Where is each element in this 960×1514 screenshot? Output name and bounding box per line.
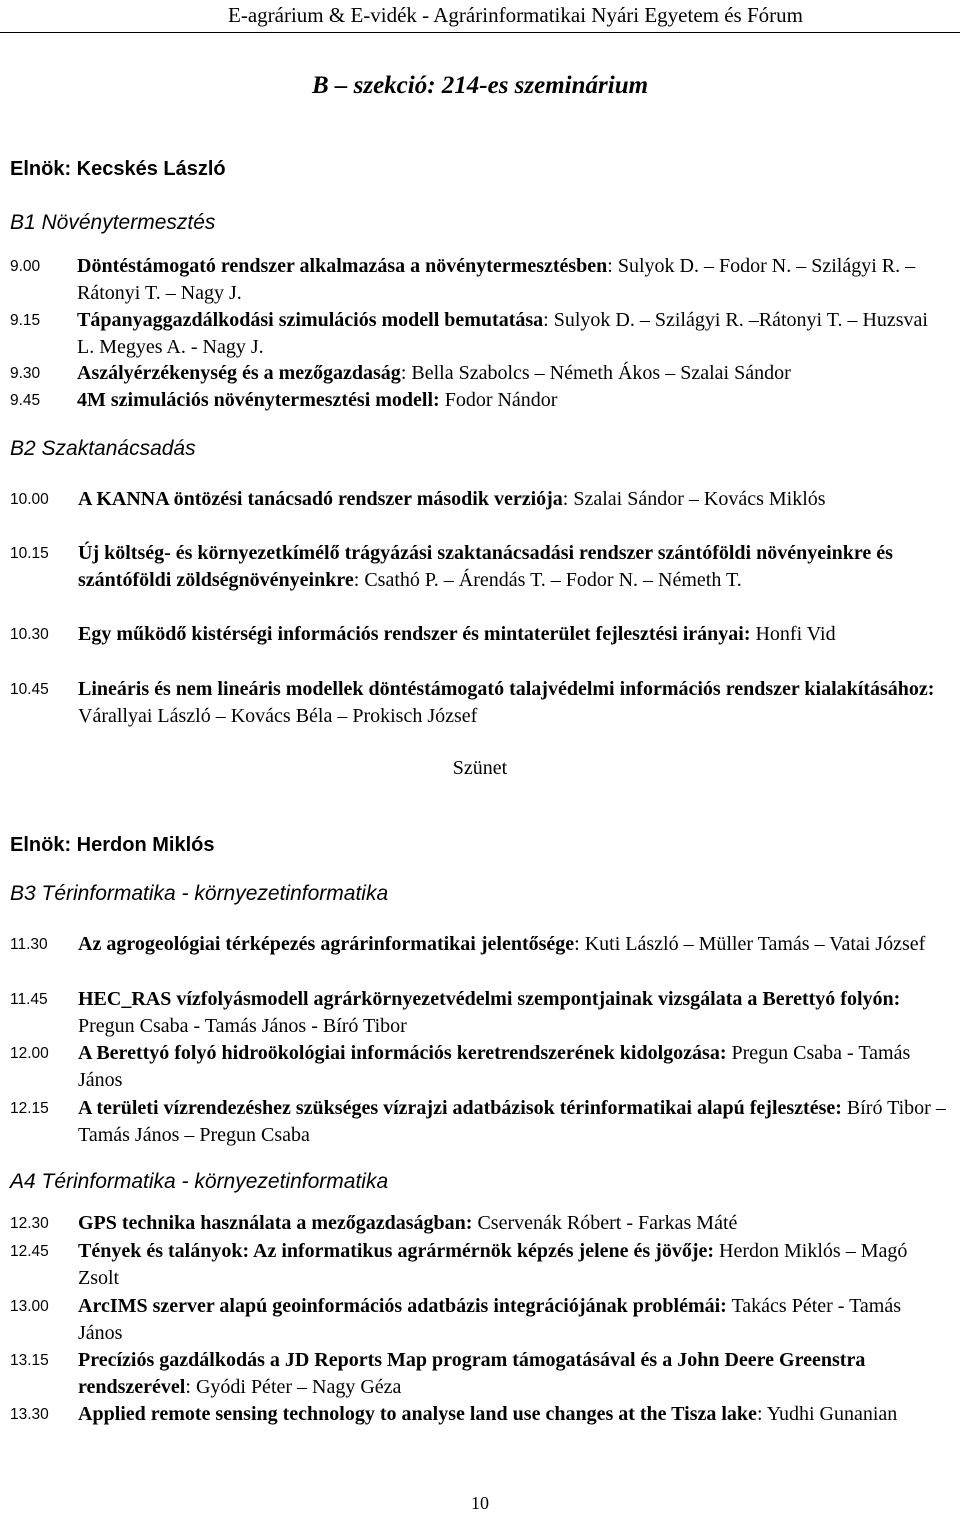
item-time: 12.30 xyxy=(10,1215,49,1232)
item-time: 12.45 xyxy=(10,1243,49,1260)
item-time: 11.45 xyxy=(10,991,48,1008)
item-authors: Csathó P. – Árendás T. – Fodor N. – Németh T. xyxy=(364,569,742,591)
item-time: 9.00 xyxy=(10,258,41,275)
item-time: 12.15 xyxy=(10,1100,49,1117)
item-authors: Szalai Sándor – Kovács Miklós xyxy=(573,488,826,510)
program-item: 13.30 Applied remote sensing technology to analyse land use changes at the Tisza lake: Yudhi Gunanian xyxy=(10,1401,950,1428)
item-time: 11.30 xyxy=(10,936,48,953)
item-title: A KANNA öntözési tanácsadó rendszer második verziója xyxy=(78,488,563,510)
item-title: Lineáris és nem lineáris modellek döntéstámogató talajvédelmi információs rendszer kialakításához: xyxy=(78,678,935,700)
item-time: 12.00 xyxy=(10,1045,49,1062)
item-time: 13.30 xyxy=(10,1406,49,1423)
block-b2-heading: B2 Szaktanácsadás xyxy=(10,437,196,460)
item-time: 10.15 xyxy=(10,545,49,562)
program-item xyxy=(10,621,950,648)
program-item xyxy=(10,676,950,730)
item-time: 10.00 xyxy=(10,491,49,508)
page-number: 10 xyxy=(471,1493,489,1513)
item-authors: Pregun Csaba - Tamás János - Bíró Tibor xyxy=(78,1015,407,1037)
item-time: 13.15 xyxy=(10,1352,49,1369)
item-authors: Várallyai László – Kovács Béla – Prokisch József xyxy=(78,705,478,727)
program-item: 9.00 Döntéstámogató rendszer alkalmazása a növénytermesztésben: Sulyok D. – Fodor N. – Szilágyi R. –Rátonyi T. – Nagy J. xyxy=(10,255,916,304)
item-authors: Sulyok D. – Fodor N. – Szilágyi R. –Rátonyi T. – Nagy J. xyxy=(77,255,916,304)
item-authors: Takács Péter - Tamás János xyxy=(78,1295,902,1344)
program-item xyxy=(10,1210,950,1237)
program-item xyxy=(10,1238,950,1292)
program-item xyxy=(10,387,950,414)
item-authors: Sulyok D. – Szilágyi R. –Rátonyi T. – Huzsvai L. Megyes A. - Nagy J. xyxy=(77,309,928,358)
program-item xyxy=(10,986,950,1040)
item-authors: Bíró Tibor – Tamás János – Pregun Csaba xyxy=(78,1097,946,1146)
item-authors: Herdon Miklós – Magó Zsolt xyxy=(78,1240,908,1289)
program-item xyxy=(10,1095,950,1149)
block-b3-heading: B3 Térinformatika - környezetinformatika xyxy=(10,882,389,905)
program-item: 9.30 Aszályérzékenység és a mezőgazdaság: Bella Szabolcs – Németh Ákos – Szalai Sándor xyxy=(10,360,950,387)
header-text: E-agrárium & E-vidék - Agrárinformatikai Nyári Egyetem és Fórum xyxy=(228,3,803,27)
item-title: Applied remote sensing technology to analyse land use changes at the Tisza lake xyxy=(78,1403,757,1425)
chair-2: Elnök: Herdon Miklós xyxy=(10,834,215,856)
item-time: 9.15 xyxy=(10,312,41,329)
item-time: 9.45 xyxy=(10,392,41,409)
program-item: 11.30 Az agrogeológiai térképezés agrárinformatikai jelentősége: Kuti László – Müller Tamás – Vatai József xyxy=(10,931,950,958)
item-title: 4M szimulációs növénytermesztési modell: xyxy=(77,389,440,411)
item-time: 10.30 xyxy=(10,626,49,643)
item-title: A Berettyó folyó hidroökológiai információs keretrendszerének kidolgozása: xyxy=(78,1042,727,1064)
section-title: B – szekció: 214-es szeminárium xyxy=(311,72,649,99)
item-time: 9.30 xyxy=(10,365,41,382)
program-item: 9.15 Tápanyaggazdálkodási szimulációs modell bemutatása: Sulyok D. – Szilágyi R. –Rátonyi T. – Huzsvai L. Megyes A. - Nagy J. xyxy=(10,309,928,358)
item-title: Tények és talányok: Az informatikus agrármérnök képzés jelene és jövője: xyxy=(78,1240,715,1262)
block-a4-heading: A4 Térinformatika - környezetinformatika xyxy=(10,1170,389,1193)
item-authors: Pregun Csaba - Tamás János xyxy=(78,1042,911,1091)
break-label: Szünet xyxy=(452,757,508,779)
item-title: Aszályérzékenység és a mezőgazdaság xyxy=(77,362,401,384)
item-authors: Bella Szabolcs – Németh Ákos – Szalai Sándor xyxy=(411,362,791,384)
item-authors: Cservenák Róbert - Farkas Máté xyxy=(477,1212,738,1234)
item-title: A területi vízrendezéshez szükséges vízrajzi adatbázisok térinformatikai alapú fejlesztése: xyxy=(78,1097,842,1119)
item-title: Döntéstámogató rendszer alkalmazása a növénytermesztésben xyxy=(77,255,608,277)
item-time: 10.45 xyxy=(10,681,49,698)
item-authors: Fodor Nándor xyxy=(444,389,558,411)
running-header xyxy=(0,0,960,33)
item-time: 13.00 xyxy=(10,1298,49,1315)
program-item: 13.15 Precíziós gazdálkodás a JD Reports Map program támogatásával és a John Deere Greenstra rendszerével: Gyódi Péter – Nagy Géza xyxy=(10,1349,866,1398)
item-authors: Kuti László – Müller Tamás – Vatai József xyxy=(584,933,926,955)
item-authors: Honfi Vid xyxy=(755,623,836,645)
program-item: 10.00 A KANNA öntözési tanácsadó rendszer második verziója: Szalai Sándor – Kovács Miklós xyxy=(10,486,950,513)
program-item xyxy=(10,1293,950,1347)
chair-1: Elnök: Kecskés László xyxy=(10,158,226,180)
program-item xyxy=(10,1040,950,1094)
item-title: GPS technika használata a mezőgazdaságban: xyxy=(78,1212,473,1234)
item-authors: Yudhi Gunanian xyxy=(766,1403,898,1425)
item-title: ArcIMS szerver alapú geoinformációs adatbázis integrációjának problémái: xyxy=(78,1295,727,1317)
item-title: Egy működő kistérségi információs rendszer és mintaterület fejlesztési irányai: xyxy=(78,623,751,645)
item-title: Új költség- és környezetkímélő trágyázási szaktanácsadási rendszer szántóföldi növényeinkre és szántóföldi zöldségnövényeinkre xyxy=(78,542,893,591)
item-title: Tápanyaggazdálkodási szimulációs modell bemutatása xyxy=(77,309,544,331)
item-title: Precíziós gazdálkodás a JD Reports Map program támogatásával és a John Deere Greenstra rendszerével xyxy=(78,1349,866,1398)
item-title: Az agrogeológiai térképezés agrárinformatikai jelentősége xyxy=(78,933,575,955)
item-authors: Gyódi Péter – Nagy Géza xyxy=(195,1376,402,1398)
item-title: HEC_RAS vízfolyásmodell agrárkörnyezetvédelmi szempontjainak vizsgálata a Berettyó folyón: xyxy=(78,988,901,1010)
block-b1-heading: B1 Növénytermesztés xyxy=(10,211,216,234)
program-item: 10.15 Új költség- és környezetkímélő trágyázási szaktanácsadási rendszer szántóföldi növényeinkre és szántóföldi zöldségnövényeinkre: Csathó P. – Árendás T. – Fodor N. – Németh T. xyxy=(10,542,893,591)
